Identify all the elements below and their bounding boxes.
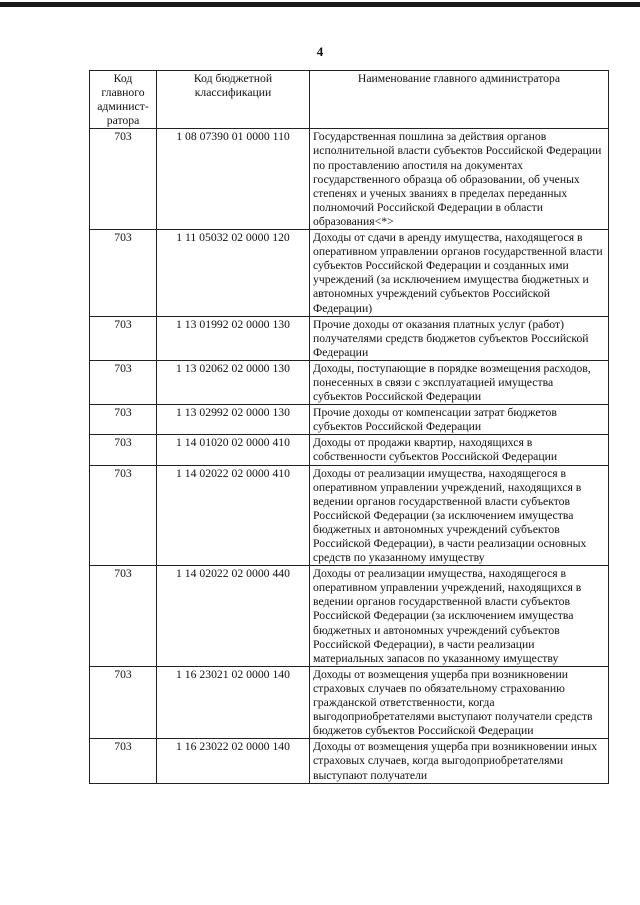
- admin-name-cell: Доходы от реализации имущества, находящегося в оперативном управлении учреждений, находящихся в ведении органов государственной власти субъектов Российской Федерации (за исключением имущества бюджетных и автономных учреждений субъектов Российской Федерации), в части реализации материальных запасов по указанному имуществу: [310, 566, 609, 667]
- admin-name-cell: Доходы от возмещения ущерба при возникновении иных страховых случаев, когда выгодоприобретателями выступают получатели: [310, 739, 609, 783]
- budget-code-cell: 1 13 02992 02 0000 130: [157, 405, 310, 435]
- admin-name-cell: Доходы, поступающие в порядке возмещения расходов, понесенных в связи с эксплуатацией имущества субъектов Российской Федерации: [310, 360, 609, 404]
- admin-name-cell: Доходы от сдачи в аренду имущества, находящегося в оперативном управлении органов государственной власти субъектов Российской Федерации и созданных ими учреждений (за исключением имущества бюджетных и автономных учреждений субъектов Российской Федерации): [310, 230, 609, 317]
- table-row: [90, 566, 609, 667]
- page-number: 4: [316, 44, 324, 59]
- budget-code-cell: 1 14 02022 02 0000 410: [157, 465, 310, 566]
- table-row: [90, 465, 609, 566]
- table-row: [90, 230, 609, 317]
- table-row: [90, 129, 609, 230]
- budget-code-cell: 1 14 01020 02 0000 410: [157, 435, 310, 465]
- admin-code-cell: 703: [90, 739, 157, 783]
- admin-code-cell: 703: [90, 435, 157, 465]
- table-row: [90, 666, 609, 738]
- admin-code-cell: 703: [90, 360, 157, 404]
- budget-code-cell: 1 16 23022 02 0000 140: [157, 739, 310, 783]
- table-row: [90, 316, 609, 360]
- budget-code-cell: 1 16 23021 02 0000 140: [157, 666, 310, 738]
- admin-code-cell: 703: [90, 129, 157, 230]
- table-row: [90, 435, 609, 465]
- admin-code-cell: 703: [90, 405, 157, 435]
- table-row: [90, 360, 609, 404]
- budget-code-cell: 1 14 02022 02 0000 440: [157, 566, 310, 667]
- table-row: [90, 405, 609, 435]
- budget-code-cell: 1 08 07390 01 0000 110: [157, 129, 310, 230]
- admin-code-cell: 703: [90, 666, 157, 738]
- admin-name-cell: Государственная пошлина за действия органов исполнительной власти субъектов Российской Федерации по проставлению апостиля на документах государственного образца об образовании, об ученых степенях и ученых званиях в пределах переданных полномочий Российской Федерации в области образования<*>: [310, 129, 609, 230]
- budget-codes-table: [89, 70, 609, 784]
- admin-code-cell: 703: [90, 566, 157, 667]
- budget-code-cell: 1 13 02062 02 0000 130: [157, 360, 310, 404]
- admin-name-cell: Прочие доходы от оказания платных услуг (работ) получателями средств бюджетов субъектов Российской Федерации: [310, 316, 609, 360]
- admin-name-cell: Доходы от продажи квартир, находящихся в собственности субъектов Российской Федерации: [310, 435, 609, 465]
- budget-code-cell: 1 11 05032 02 0000 120: [157, 230, 310, 317]
- admin-name-cell: Прочие доходы от компенсации затрат бюджетов субъектов Российской Федерации: [310, 405, 609, 435]
- top-border-rule: [0, 2, 640, 7]
- header-admin-code: Код главного админист-ратора: [90, 71, 157, 129]
- header-admin-name: Наименование главного администратора: [310, 71, 609, 129]
- budget-code-cell: 1 13 01992 02 0000 130: [157, 316, 310, 360]
- admin-name-cell: Доходы от возмещения ущерба при возникновении страховых случаев по обязательному страхованию гражданской ответственности, когда выгодоприобретателями выступают получатели средств бюджетов субъектов Российской Федерации: [310, 666, 609, 738]
- admin-code-cell: 703: [90, 316, 157, 360]
- header-budget-code: Код бюджетной классификации: [157, 71, 310, 129]
- table-row: [90, 739, 609, 783]
- admin-name-cell: Доходы от реализации имущества, находящегося в оперативном управлении учреждений, находящихся в ведении органов государственной власти субъектов Российской Федерации (за исключением имущества бюджетных и автономных учреждений субъектов Российской Федерации), в части реализации основных средств по указанному имуществу: [310, 465, 609, 566]
- table-header-row: [90, 71, 609, 129]
- admin-code-cell: 703: [90, 465, 157, 566]
- admin-code-cell: 703: [90, 230, 157, 317]
